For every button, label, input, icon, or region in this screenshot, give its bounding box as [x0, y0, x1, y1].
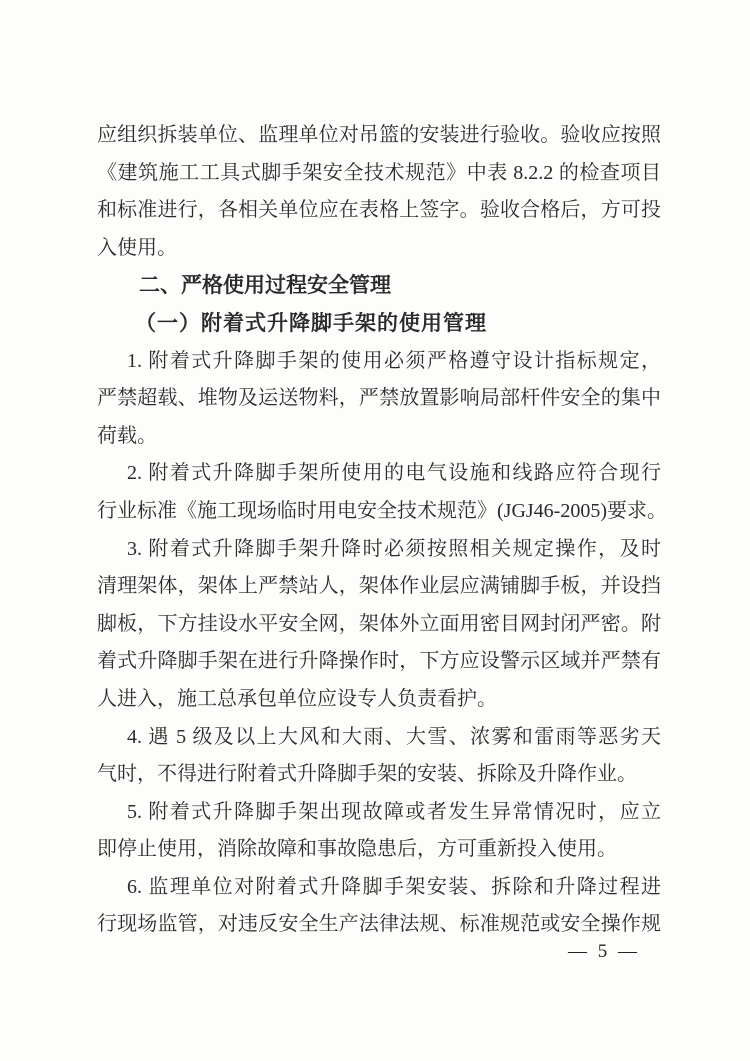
text-line: 应组织拆装单位、监理单位对吊篮的安装进行验收。验收应按照 — [97, 124, 661, 146]
text-line: 着式升降脚手架在进行升降操作时，下方应设警示区域并严禁有 — [97, 650, 661, 673]
text-line: 人进入，施工总承包单位应设专人负责看护。 — [97, 687, 497, 710]
paragraph — [97, 719, 661, 794]
paragraph — [97, 531, 661, 719]
document-content — [97, 117, 667, 944]
page-footer — [568, 941, 640, 963]
text-line: 入使用。 — [97, 236, 177, 259]
text-line: 6. 监理单位对附着式升降脚手架安装、拆除和升降过程进 — [127, 875, 661, 898]
text-line: 脚板，下方挂设水平安全网，架体外立面用密目网封闭严密。附 — [97, 612, 661, 635]
text-line: 4. 遇 5 级及以上大风和大雨、大雪、浓雾和雷雨等恶劣天 — [127, 725, 661, 748]
section-heading: 二、严格使用过程安全管理 — [139, 274, 391, 298]
text-line: 《建筑施工工具式脚手架安全技术规范》中表 8.2.2 的检查项目 — [97, 161, 661, 184]
paragraph — [97, 343, 661, 456]
text-line: 3. 附着式升降脚手架升降时必须按照相关规定操作，及时 — [127, 537, 661, 560]
text-line: 1. 附着式升降脚手架的使用必须严格遵守设计指标规定， — [127, 349, 661, 372]
text-line: 即停止使用，消除故障和事故隐患后，方可重新投入使用。 — [97, 838, 617, 861]
text-line: 行业标准《施工现场临时用电安全技术规范》(JGJ46-2005)要求。 — [97, 499, 667, 522]
page-number: — 5 — — [568, 941, 640, 962]
paragraph — [97, 117, 661, 267]
paragraph — [97, 794, 661, 869]
paragraph — [97, 869, 661, 944]
subsection-heading: （一）附着式升降脚手架的使用管理 — [135, 310, 487, 335]
text-line: 清理架体，架体上严禁站人，架体作业层应满铺脚手板，并设挡 — [97, 575, 661, 598]
text-line: 和标准进行，各相关单位应在表格上签字。验收合格后，方可投 — [97, 199, 661, 222]
text-line: 5. 附着式升降脚手架出现故障或者发生异常情况时，应立 — [127, 800, 661, 823]
text-line: 行现场监管，对违反安全生产法律法规、标准规范或安全操作规 — [97, 913, 661, 936]
text-line: 气时，不得进行附着式升降脚手架的安装、拆除及升降作业。 — [97, 763, 637, 786]
text-line: 荷载。 — [97, 424, 157, 447]
text-line: 2. 附着式升降脚手架所使用的电气设施和线路应符合现行 — [127, 462, 661, 485]
text-line: 严禁超载、堆物及运送物料，严禁放置影响局部杆件安全的集中 — [97, 387, 661, 410]
paragraph — [97, 455, 667, 530]
